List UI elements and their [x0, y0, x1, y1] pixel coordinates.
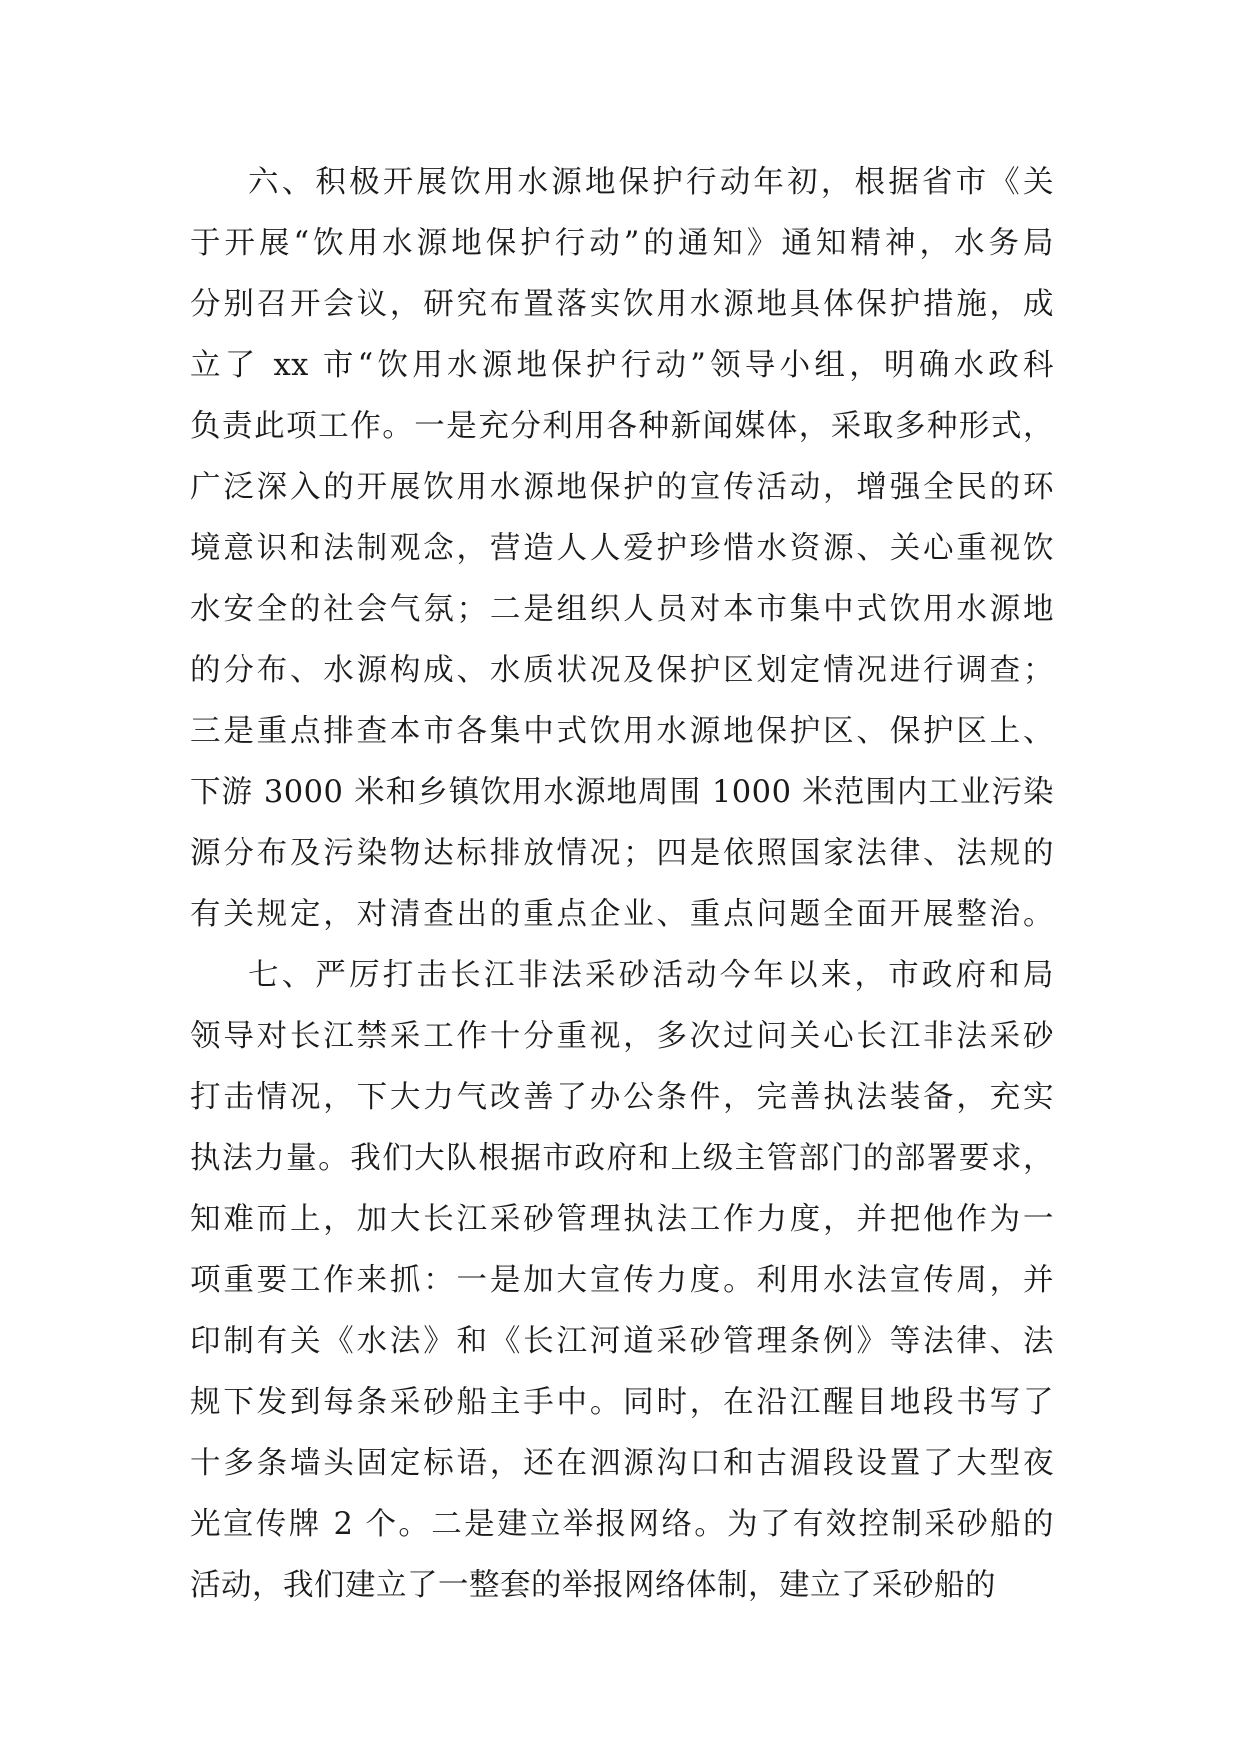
- paragraph-line: 光宣传牌 2 个。二是建立举报网络。为了有效控制采砂船的: [190, 1507, 1054, 1542]
- paragraph-line: 十多条墙头固定标语，还在泗源沟口和古湄段设置了大型夜: [190, 1446, 1054, 1481]
- paragraph-line: 印制有关《水法》和《长江河道采砂管理条例》等法律、法: [190, 1324, 1054, 1359]
- paragraph-line: 项重要工作来抓：一是加大宣传力度。利用水法宣传周，并: [190, 1263, 1054, 1298]
- paragraph-line: 境意识和法制观念，营造人人爱护珍惜水资源、关心重视饮: [190, 531, 1054, 566]
- paragraph-line: 下游 3000 米和乡镇饮用水源地周围 1000 米范围内工业污染: [190, 775, 1054, 810]
- paragraph-line: 执法力量。我们大队根据市政府和上级主管部门的部署要求，: [190, 1141, 1054, 1176]
- paragraph-line: 水安全的社会气氛；二是组织人员对本市集中式饮用水源地: [190, 592, 1054, 627]
- paragraph-line: 有关规定，对清查出的重点企业、重点问题全面开展整治。: [190, 897, 1054, 932]
- paragraph-seven: [190, 955, 1054, 1626]
- paragraph-line: 源分布及污染物达标排放情况；四是依照国家法律、法规的: [190, 836, 1054, 871]
- paragraph-line: 活动，我们建立了一整套的举报网络体制，建立了采砂船的: [190, 1568, 996, 1603]
- paragraph-line: 的分布、水源构成、水质状况及保护区划定情况进行调查；: [190, 653, 1054, 688]
- paragraph-line: 领导对长江禁采工作十分重视，多次过问关心长江非法采砂: [190, 1019, 1054, 1054]
- paragraph-line: 分别召开会议，研究布置落实饮用水源地具体保护措施，成: [190, 287, 1054, 322]
- paragraph-six: [190, 162, 1054, 955]
- paragraph-line: 三是重点排查本市各集中式饮用水源地保护区、保护区上、: [190, 714, 1054, 749]
- paragraph-line: 立了 xx 市“饮用水源地保护行动”领导小组，明确水政科: [190, 348, 1054, 383]
- paragraph-line: 负责此项工作。一是充分利用各种新闻媒体，采取多种形式，: [190, 409, 1054, 444]
- paragraph-line: 于开展“饮用水源地保护行动”的通知》通知精神，水务局: [190, 226, 1054, 261]
- paragraph-line: 七、严厉打击长江非法采砂活动今年以来，市政府和局: [248, 958, 1054, 993]
- paragraph-line: 六、积极开展饮用水源地保护行动年初，根据省市《关: [248, 165, 1054, 200]
- document-body: [190, 162, 1054, 1626]
- paragraph-line: 广泛深入的开展饮用水源地保护的宣传活动，增强全民的环: [190, 470, 1054, 505]
- paragraph-line: 规下发到每条采砂船主手中。同时，在沿江醒目地段书写了: [190, 1385, 1054, 1420]
- paragraph-line: 打击情况，下大力气改善了办公条件，完善执法装备，充实: [190, 1080, 1054, 1115]
- paragraph-line: 知难而上，加大长江采砂管理执法工作力度，并把他作为一: [190, 1202, 1054, 1237]
